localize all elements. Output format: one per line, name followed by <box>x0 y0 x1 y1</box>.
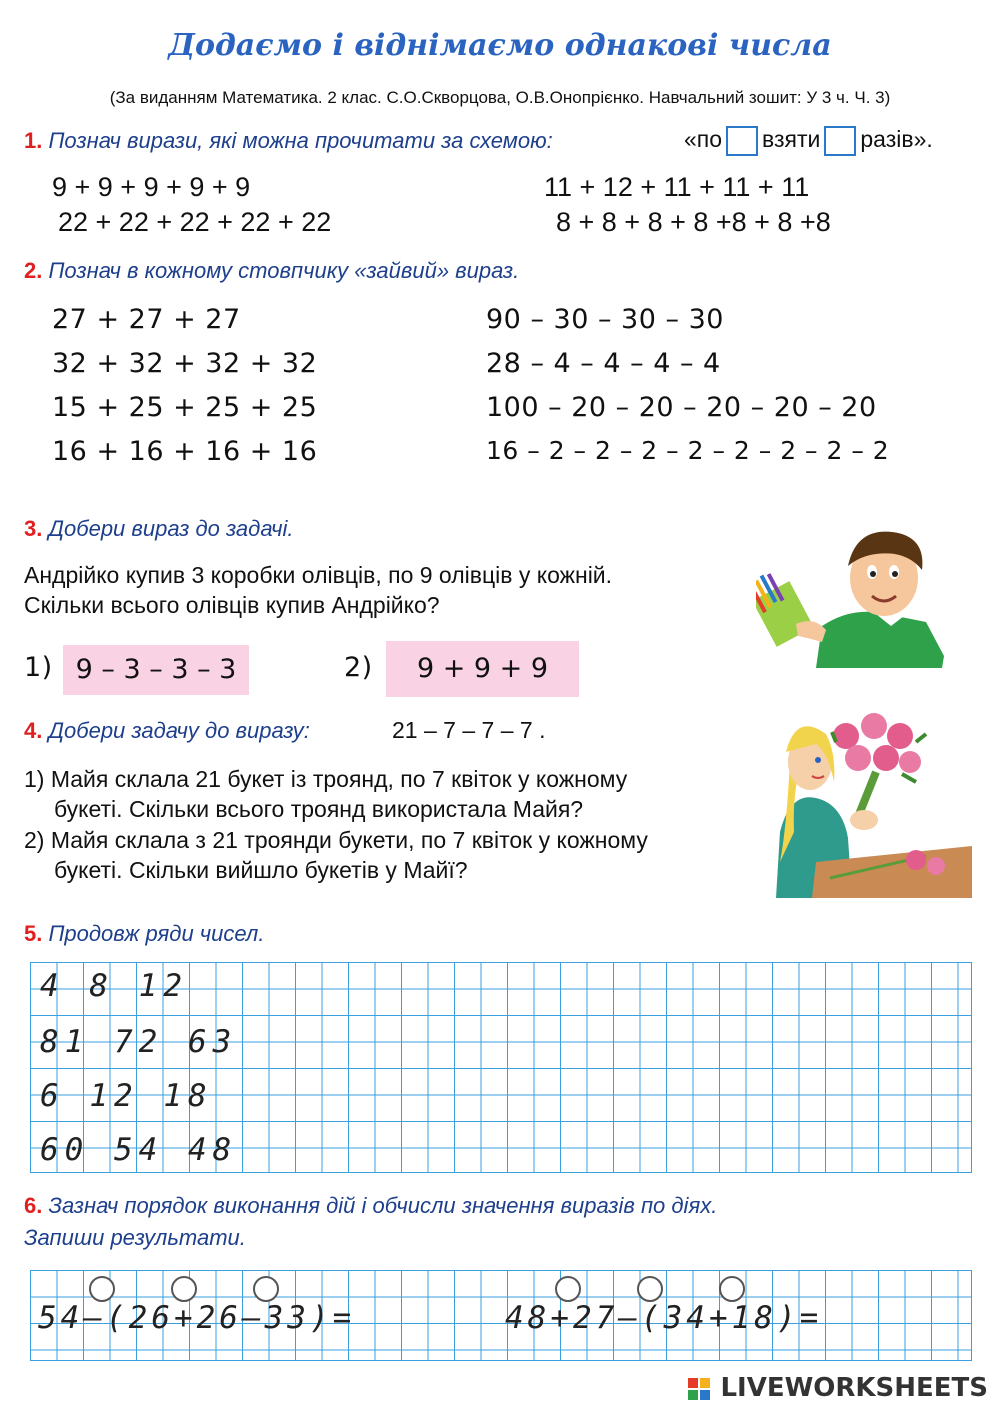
task2-number: 2. <box>24 258 43 283</box>
task4-heading <box>24 718 310 744</box>
task4-problem-1-line-2: букеті. Скільки всього троянд використала Майя? <box>54 796 584 822</box>
task2-heading <box>24 258 519 284</box>
task1-expr-1[interactable]: 9 + 9 + 9 + 9 + 9 <box>52 172 251 202</box>
task3-text: Добери вираз до задачі. <box>48 516 294 541</box>
order-circle-1[interactable] <box>89 1276 115 1302</box>
task3-problem <box>24 560 612 620</box>
source-note: (За виданням Математика. 2 клас. С.О.Скворцова, О.В.Онопрієнко. Навчальний зошит: У 3 ч. Ч. 3) <box>109 88 891 107</box>
girl-illustration <box>776 712 972 898</box>
order-circle-2[interactable] <box>171 1276 197 1302</box>
task3-option2-label: 2) <box>344 652 373 683</box>
scheme-part-a: «по <box>684 126 723 152</box>
task4-problem-1-line-1: 1) Майя склала 21 букет із троянд, по 7 квіток у кожному <box>24 766 628 792</box>
order-circle-3[interactable] <box>253 1276 279 1302</box>
task6-expr-2: 48+27–(34+18)= <box>505 1300 823 1336</box>
boy-illustration <box>756 526 950 668</box>
task2-right-expr-2[interactable]: 28 – 4 – 4 – 4 – 4 <box>486 348 721 379</box>
task4-problem-1[interactable] <box>24 764 627 824</box>
task1-heading <box>24 128 553 154</box>
task1-expr-4[interactable]: 8 + 8 + 8 + 8 +8 + 8 +8 <box>556 207 831 237</box>
task6-expr-1: 54–(26+26–33)= <box>38 1300 356 1336</box>
task6-text-line-1: Зазнач порядок виконання дій і обчисли значення виразів по діях. <box>48 1193 718 1218</box>
task1-text: Познач вирази, які можна прочитати за схемою: <box>48 128 553 153</box>
task1-expr-3[interactable]: 22 + 22 + 22 + 22 + 22 <box>58 207 332 237</box>
scheme-blank-2[interactable] <box>824 126 856 156</box>
task3-option1-label: 1) <box>24 652 53 683</box>
task5-heading <box>24 921 264 947</box>
task4-problem-2-line-1: 2) Майя склала з 21 троянди букети, по 7 квіток у кожному <box>24 827 648 853</box>
task3-problem-line-1: Андрійко купив 3 коробки олівців, по 9 олівців у кожній. <box>24 562 613 588</box>
task3-option2[interactable]: 9 + 9 + 9 <box>386 641 579 697</box>
task2-left-expr-2[interactable]: 32 + 32 + 32 + 32 <box>52 348 318 379</box>
page-title: Додаємо і віднімаємо однакові числа <box>168 28 832 63</box>
task1-scheme <box>684 124 933 156</box>
scheme-blank-1[interactable] <box>726 126 758 156</box>
liveworksheets-logo <box>687 1373 988 1403</box>
order-circle-5[interactable] <box>637 1276 663 1302</box>
task5-text: Продовж ряди чисел. <box>48 921 265 946</box>
task2-left-expr-1[interactable]: 27 + 27 + 27 <box>52 304 241 335</box>
task4-problem-2-line-2: букеті. Скільки вийшло букетів у Майї? <box>54 857 468 883</box>
scheme-part-b: взяти <box>762 126 821 152</box>
task1-number: 1. <box>24 128 43 153</box>
task2-left-expr-4[interactable]: 16 + 16 + 16 + 16 <box>52 436 318 467</box>
task6-text-line-2: Запиши результати. <box>24 1225 246 1250</box>
task5-number: 5. <box>24 921 43 946</box>
logo-icon <box>687 1377 711 1401</box>
task1-expr-2[interactable]: 11 + 12 + 11 + 11 + 11 <box>544 172 810 202</box>
task6-number: 6. <box>24 1193 43 1218</box>
task3-option1[interactable]: 9 – 3 – 3 – 3 <box>63 645 249 695</box>
task2-right-expr-3[interactable]: 100 – 20 – 20 – 20 – 20 – 20 <box>486 392 877 423</box>
task4-problem-2[interactable] <box>24 825 648 885</box>
task2-left-expr-3[interactable]: 15 + 25 + 25 + 25 <box>52 392 318 423</box>
order-circle-6[interactable] <box>719 1276 745 1302</box>
task3-heading <box>24 516 293 542</box>
logo-text: LIVEWORKSHEETS <box>720 1373 988 1403</box>
task4-expression: 21 – 7 – 7 – 7 . <box>392 717 546 743</box>
task2-text: Познач в кожному стовпчику «зайвий» вираз. <box>48 258 520 283</box>
scheme-part-c: разів». <box>860 126 933 152</box>
task3-number: 3. <box>24 516 43 541</box>
task5-row-2: 81 72 63 <box>40 1024 238 1060</box>
order-circle-4[interactable] <box>555 1276 581 1302</box>
task4-text: Добери задачу до виразу: <box>48 718 310 743</box>
task3-problem-line-2: Скільки всього олівців купив Андрійко? <box>24 592 440 618</box>
task2-right-expr-1[interactable]: 90 – 30 – 30 – 30 <box>486 304 724 335</box>
task5-row-1: 4 8 12 <box>40 968 188 1004</box>
task5-row-4: 60 54 48 <box>40 1132 238 1168</box>
task4-number: 4. <box>24 718 43 743</box>
task6-heading <box>24 1190 717 1254</box>
task2-right-expr-4[interactable]: 16 – 2 – 2 – 2 – 2 – 2 – 2 – 2 – 2 <box>486 436 890 465</box>
task5-row-3: 6 12 18 <box>40 1078 213 1114</box>
